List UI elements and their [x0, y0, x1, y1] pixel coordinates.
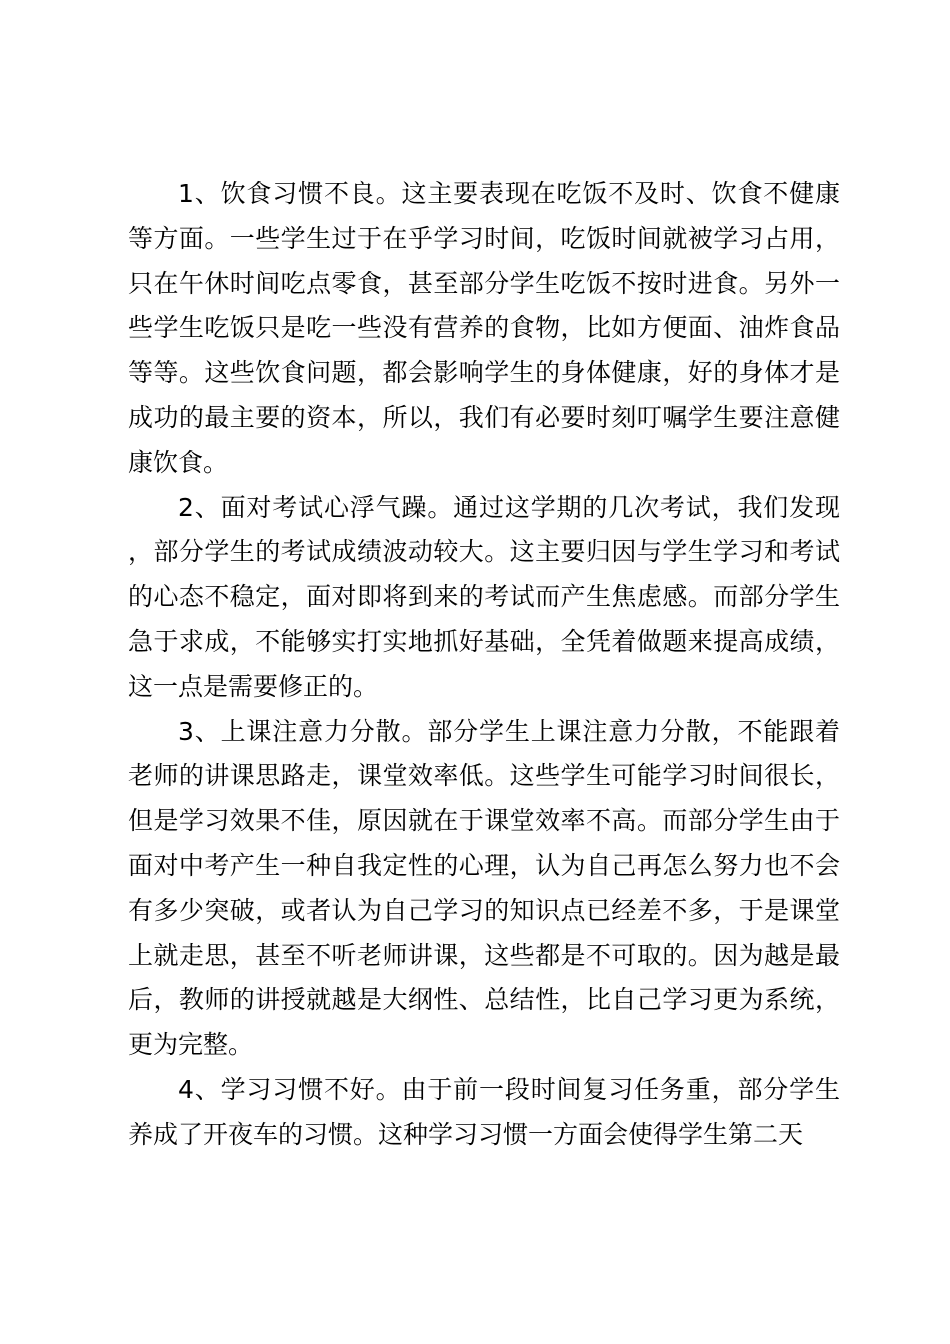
paragraph-class-attention: 3、上课注意力分散。部分学生上课注意力分散，不能跟着老师的讲课思路走，课堂效率低。这些学生可能学习时间很长，但是学习效果不佳，原因就在于课堂效率不高。而部分学生由于面对中考产生一种自我定性的心理，认为自己再怎么努力也不会有多少突破，或者认为自己学习的知识点已经差不多，于是课堂上就走思，甚至不听老师讲课，这些都是不可取的。因为越是最后，教师的讲授就越是大纲性、总结性，比自己学习更为系统，更为完整。: [128, 716, 840, 1060]
paragraph-diet-habits: 1、饮食习惯不良。这主要表现在吃饭不及时、饮食不健康等方面。一些学生过于在乎学习时间，吃饭时间就被学习占用，只在午休时间吃点零食，甚至部分学生吃饭不按时进食。另外一些学生吃饭只是吃一些没有营养的食物，比如方便面、油炸食品等等。这些饮食问题，都会影响学生的身体健康，好的身体才是成功的最主要的资本，所以，我们有必要时刻叮嘱学生要注意健康饮食。: [128, 179, 840, 477]
paragraph-exam-anxiety: 2、面对考试心浮气躁。通过这学期的几次考试，我们发现，部分学生的考试成绩波动较大。这主要归因与学生学习和考试的心态不稳定，面对即将到来的考试而产生焦虑感。而部分学生急于求成，不能够实打实地抓好基础，全凭着做题来提高成绩，这一点是需要修正的。: [128, 492, 840, 701]
document-body: [128, 172, 840, 1158]
paragraph-study-habits: 4、学习习惯不好。由于前一段时间复习任务重，部分学生养成了开夜车的习惯。这种学习习惯一方面会使得学生第二天: [128, 1074, 840, 1149]
